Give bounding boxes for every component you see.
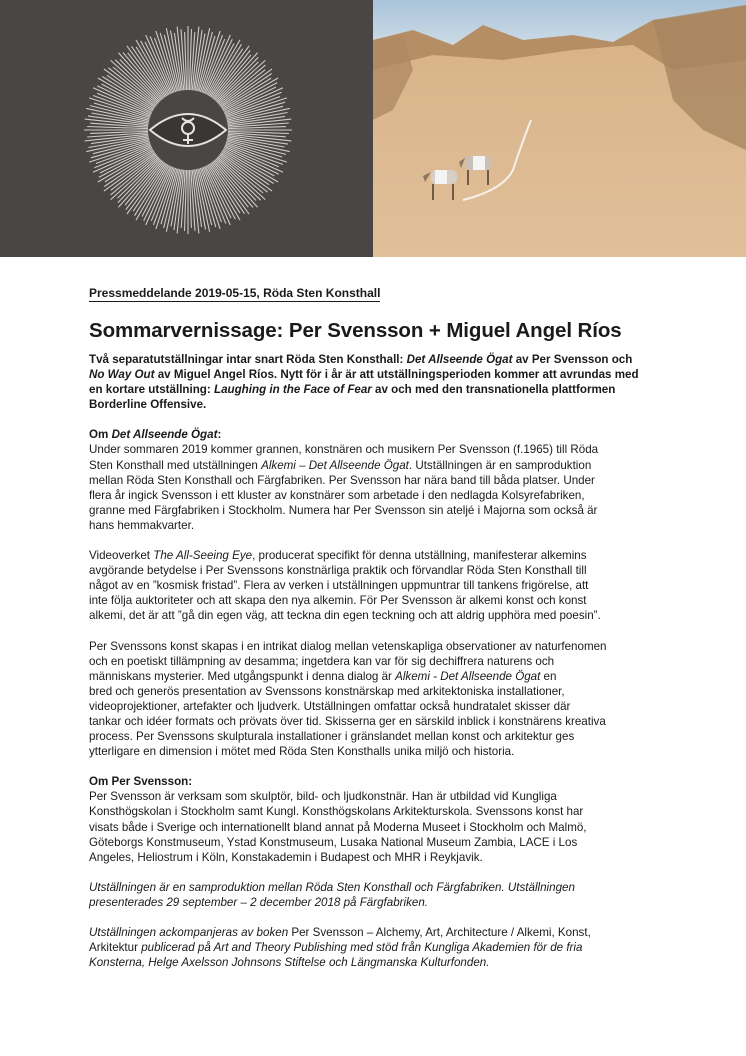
body-line: Sten Konsthall med utställningen bbox=[89, 458, 262, 472]
body-line: process. Per Svenssons skulpturala installationer i gränslandet mellan konst och arkitektur ges bbox=[89, 730, 575, 744]
note-line: Konsterna, Helge Axelsson Johnsons Stiftelse och Längmanska Kulturfonden. bbox=[89, 956, 490, 970]
body-line: Konsthögskolan i Stockholm samt Kungl. Konsthögskolans Arkitekturskola. Svenssons konst har bbox=[89, 805, 584, 819]
heading-text: Om bbox=[89, 428, 112, 442]
body-line: Angeles, Heliostrum i Köln, Konstakademin i Budapest och MHR i Reykjavik. bbox=[89, 850, 483, 864]
lead-text: av Per Svensson och bbox=[512, 353, 633, 366]
body-line: ytterligare en dimension i mötet med Röda Sten Konsthalls unika miljö och historia. bbox=[89, 745, 515, 759]
body-line: och en poetiskt tillämpning av desamma; ingetdera kan var för sig dechiffrera naturens och bbox=[89, 654, 555, 668]
page-title: Sommarvernissage: Per Svensson + Miguel Angel Ríos bbox=[89, 319, 622, 342]
body-paragraph bbox=[89, 789, 659, 864]
section-heading: Om Per Svensson: bbox=[89, 775, 193, 789]
body-line: alkemi, det är att ”gå din egen väg, att teckna din egen teckning och att aldrig upphöra med poesin”. bbox=[89, 609, 601, 623]
body-line: visats både i Sverige och internationellt bland annat på Moderna Museet i Stockholm och Malmö, bbox=[89, 820, 587, 834]
body-line: Per Svensson är verksam som skulptör, bild- och ljudkonstnär. Han är utbildad vid Kungliga bbox=[89, 790, 557, 804]
lead-title-italic: Laughing in the Face of Fear bbox=[213, 383, 372, 397]
body-line: granne med Färgfabriken i Stockholm. Numera har Per Svensson sin ateljé i Majorna som också är bbox=[89, 503, 598, 517]
body-line: . Utställningen är en samproduktion bbox=[408, 458, 592, 472]
body-italic: Alkemi – Det Allseende Ögat bbox=[261, 458, 409, 472]
body-line: flera år ingick Svensson i ett kluster av konstnärer som arbetade i den nedlagda Kolsyrefabriken, bbox=[89, 488, 585, 502]
note-line: publicerad på Art and Theory Publishing med stöd från Kungliga Akademien för de fria bbox=[137, 941, 583, 955]
heading-italic: Det Allseende Ögat bbox=[111, 428, 218, 442]
lead-title-italic: Det Allseende Ögat bbox=[406, 353, 513, 366]
section-heading bbox=[89, 427, 659, 442]
body-line: inte följa auktoriteter och att skapa den nya alkemin. För Per Svensson är alkemi konst och konst bbox=[89, 594, 587, 608]
body-line: Videoverket bbox=[89, 549, 154, 563]
body-italic: The All-Seeing Eye bbox=[153, 549, 253, 563]
body-line: mellan Röda Sten Konsthall och Färgfabriken. Per Svensson har nära band till båda platser. Under bbox=[89, 473, 595, 487]
dateline: Pressmeddelande 2019-05-15, Röda Sten Konsthall bbox=[89, 286, 381, 300]
lead-text: en kortare utställning: bbox=[89, 383, 214, 397]
note-line: presenterades 29 september – 2 december 2018 på Färgfabriken. bbox=[89, 895, 429, 909]
heading-text: : bbox=[217, 428, 222, 442]
body-line: tankar och idéer formats och prövats över tid. Skisserna ger en särskild inblick i konstnärens kreativa bbox=[89, 714, 606, 728]
body-paragraph bbox=[89, 442, 659, 533]
book-title: Arkitektur bbox=[89, 941, 138, 955]
body-line: en bbox=[540, 669, 557, 683]
press-release bbox=[89, 284, 659, 970]
body-line: Per Svenssons konst skapas i en intrikat dialog mellan vetenskapliga observationer av naturfenomen bbox=[89, 639, 607, 653]
note-paragraph bbox=[89, 880, 659, 910]
body-line: videoprojektioner, artefakter och ljudverk. Utställningen omfattar också hundratalet skisser där bbox=[89, 699, 571, 713]
lead-text: Två separatutställningar intar snart Röda Sten Konsthall: bbox=[89, 353, 407, 366]
note-line: Utställningen är en samproduktion mellan Röda Sten Konsthall och Färgfabriken. Utställningen bbox=[89, 880, 575, 894]
body-line: Göteborgs Konstmuseum, Ystad Konstmuseum, Lusaka National Museum Zambia, LACE i Los bbox=[89, 835, 578, 849]
body-paragraph bbox=[89, 548, 659, 623]
lead-text: av och med den transnationella plattformen bbox=[371, 383, 616, 397]
lead-text: Borderline Offensive. bbox=[89, 398, 207, 412]
note-line: Utställningen ackompanjeras av boken bbox=[89, 926, 292, 939]
body-line: , producerat specifikt för denna utställning, manifesterar alkemins bbox=[252, 549, 587, 563]
body-line: människans mysterier. Med utgångspunkt i denna dialog är bbox=[89, 669, 396, 683]
body-line: hans hemmakvarter. bbox=[89, 518, 195, 532]
note-paragraph bbox=[89, 925, 659, 970]
body-line: bred och generös presentation av Svenssons konstnärskap med arkitektoniska installationer, bbox=[89, 684, 565, 698]
book-title: Per Svensson – Alchemy, Art, Architecture / Alkemi, Konst, bbox=[291, 926, 591, 939]
hero-banner bbox=[0, 0, 746, 257]
lead-title-italic: No Way Out bbox=[89, 368, 155, 382]
desert-donkeys-photo bbox=[373, 0, 746, 257]
lead-paragraph bbox=[89, 352, 659, 412]
body-line: något av en ”kosmisk fristad”. Flera av verken i utställningen uppmuntrar till tankens frigörelse, att bbox=[89, 579, 589, 593]
body-line: Under sommaren 2019 kommer grannen, konstnären och musikern Per Svensson (f.1965) till Röda bbox=[89, 443, 599, 457]
body-italic: Alkemi - Det Allseende Ögat bbox=[395, 669, 541, 683]
body-paragraph bbox=[89, 639, 659, 760]
sunburst-eye-icon bbox=[0, 0, 373, 257]
all-seeing-eye-artwork bbox=[0, 0, 373, 257]
lead-text: av Miguel Angel Ríos. Nytt för i år är att utställningsperioden kommer att avrundas med bbox=[154, 368, 639, 382]
body-line: avgörande betydelse i Per Svenssons konstnärliga praktik och förvandlar Röda Sten Konsthall till bbox=[89, 564, 587, 578]
